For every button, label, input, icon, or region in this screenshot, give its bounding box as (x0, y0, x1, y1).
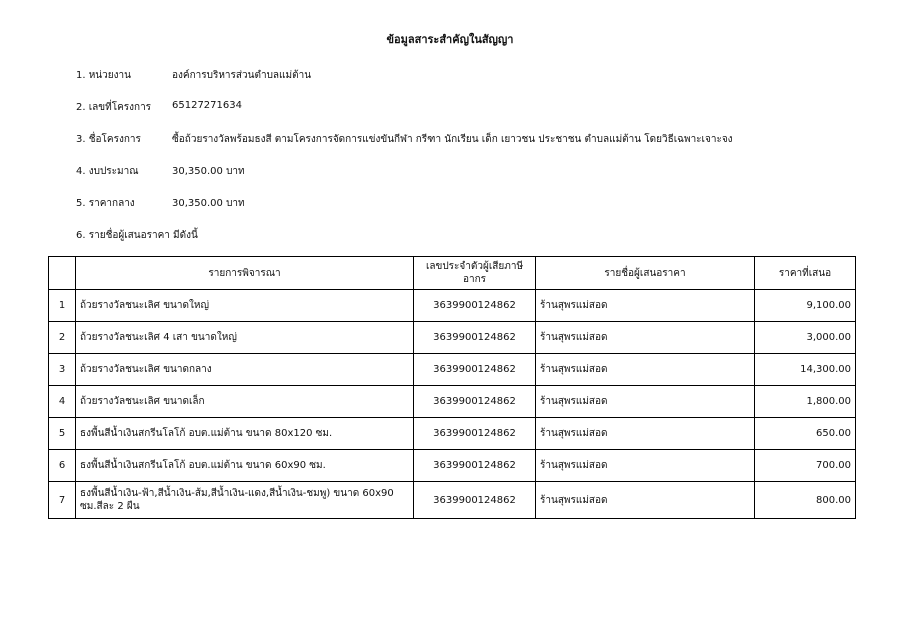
row-item: ธงพื้นสีน้ำเงิน-ฟ้า,สีน้ำเงิน-ส้ม,สีน้ำเงิน-แดง,สีน้ำเงิน-ชมพู) ขนาด 60x90 ซม.สีละ 2 ผืน (76, 482, 414, 519)
row-number: 2 (49, 322, 76, 354)
table-row (49, 290, 856, 322)
header-item: รายการพิจารณา (76, 257, 414, 290)
table-row (49, 482, 856, 519)
row-price: 1,800.00 (755, 386, 856, 418)
header-price: ราคาที่เสนอ (755, 257, 856, 290)
row-bidder: ร้านสุพรแม่สอด (536, 450, 755, 482)
header-no (49, 257, 76, 290)
table-row (49, 354, 856, 386)
info-value: 30,350.00 บาท (172, 166, 245, 177)
row-bidder: ร้านสุพรแม่สอด (536, 322, 755, 354)
row-tax-id: 3639900124862 (414, 450, 536, 482)
row-tax-id: 3639900124862 (414, 418, 536, 450)
info-label: 5. ราคากลาง (76, 198, 135, 209)
row-bidder: ร้านสุพรแม่สอด (536, 354, 755, 386)
row-bidder: ร้านสุพรแม่สอด (536, 386, 755, 418)
row-price: 800.00 (755, 482, 856, 519)
row-tax-id: 3639900124862 (414, 482, 536, 519)
table-header-row (49, 257, 856, 290)
row-price: 9,100.00 (755, 290, 856, 322)
info-value: 30,350.00 บาท (172, 198, 245, 209)
table-row (49, 386, 856, 418)
row-bidder: ร้านสุพรแม่สอด (536, 482, 755, 519)
table-row (49, 450, 856, 482)
row-number: 1 (49, 290, 76, 322)
info-value: องค์การบริหารส่วนตำบลแม่ต้าน (172, 70, 312, 81)
header-tax-id: เลขประจำตัวผู้เสียภาษีอากร (414, 257, 536, 290)
row-price: 700.00 (755, 450, 856, 482)
row-price: 3,000.00 (755, 322, 856, 354)
header-bidder: รายชื่อผู้เสนอราคา (536, 257, 755, 290)
row-number: 6 (49, 450, 76, 482)
bids-table (48, 256, 856, 519)
row-tax-id: 3639900124862 (414, 290, 536, 322)
row-number: 4 (49, 386, 76, 418)
info-label: 6. รายชื่อผู้เสนอราคา มีดังนี้ (76, 230, 198, 241)
row-bidder: ร้านสุพรแม่สอด (536, 418, 755, 450)
info-label: 1. หน่วยงาน (76, 70, 131, 81)
row-item: ธงพื้นสีน้ำเงินสกรีนโลโก้ อบต.แม่ต้าน ขนาด 60x90 ซม. (76, 450, 414, 482)
row-price: 14,300.00 (755, 354, 856, 386)
table-row (49, 418, 856, 450)
info-value: 65127271634 (172, 100, 242, 111)
row-item: ถ้วยรางวัลชนะเลิศ ขนาดกลาง (76, 354, 414, 386)
info-label: 3. ชื่อโครงการ (76, 134, 141, 145)
info-label: 4. งบประมาณ (76, 166, 139, 177)
row-item: ถ้วยรางวัลชนะเลิศ ขนาดเล็ก (76, 386, 414, 418)
info-label: 2. เลขที่โครงการ (76, 102, 152, 113)
row-item: ธงพื้นสีน้ำเงินสกรีนโลโก้ อบต.แม่ต้าน ขนาด 80x120 ซม. (76, 418, 414, 450)
row-number: 7 (49, 482, 76, 519)
row-tax-id: 3639900124862 (414, 322, 536, 354)
row-price: 650.00 (755, 418, 856, 450)
row-tax-id: 3639900124862 (414, 354, 536, 386)
row-bidder: ร้านสุพรแม่สอด (536, 290, 755, 322)
row-item: ถ้วยรางวัลชนะเลิศ ขนาดใหญ่ (76, 290, 414, 322)
info-value: ซื้อถ้วยรางวัลพร้อมธงสี ตามโครงการจัดการแข่งขันกีฬา กรีฑา นักเรียน เด็ก เยาวชน ประชาชน ตำบลแม่ต้าน โดยวิธีเฉพาะเจาะจง (172, 134, 733, 145)
table-row (49, 322, 856, 354)
row-number: 3 (49, 354, 76, 386)
document-title: ข้อมูลสาระสำคัญในสัญญา (386, 33, 514, 46)
row-number: 5 (49, 418, 76, 450)
row-item: ถ้วยรางวัลชนะเลิศ 4 เสา ขนาดใหญ่ (76, 322, 414, 354)
row-tax-id: 3639900124862 (414, 386, 536, 418)
